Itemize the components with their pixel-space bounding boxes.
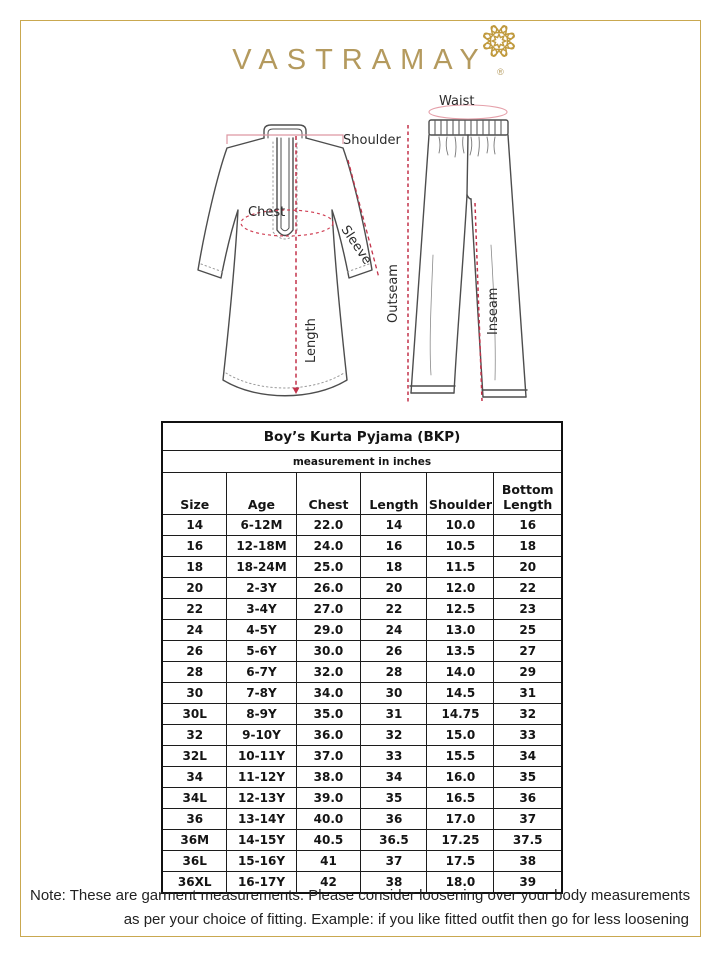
brand-flower-icon	[476, 18, 522, 69]
table-cell: 20	[494, 557, 562, 578]
table-cell: 25.0	[296, 557, 361, 578]
table-cell: 40.5	[296, 830, 361, 851]
registered-trademark-mark: ®	[497, 67, 504, 77]
table-cell: 14	[361, 515, 427, 536]
table-cell: 13.5	[427, 641, 494, 662]
table-cell: 34L	[162, 788, 227, 809]
table-cell: 26.0	[296, 578, 361, 599]
note-line-2: as per your choice of fitting. Example: if you like fitted outfit then go for less loosening	[123, 911, 689, 928]
table-cell: 40.0	[296, 809, 361, 830]
size-chart-table	[161, 421, 563, 894]
table-header-row	[162, 473, 562, 515]
table-cell: 37	[494, 809, 562, 830]
table-row	[162, 620, 562, 641]
table-cell: 9-10Y	[227, 725, 296, 746]
table-cell: 15-16Y	[227, 851, 296, 872]
table-row	[162, 578, 562, 599]
table-cell: 30L	[162, 704, 227, 725]
table-subtitle-row	[162, 451, 562, 473]
column-header-chest: Chest	[296, 473, 361, 515]
table-cell: 12-13Y	[227, 788, 296, 809]
table-cell: 5-6Y	[227, 641, 296, 662]
table-cell: 28	[162, 662, 227, 683]
table-cell: 2-3Y	[227, 578, 296, 599]
table-cell: 14	[162, 515, 227, 536]
table-cell: 26	[361, 641, 427, 662]
measurement-note	[30, 884, 689, 932]
table-cell: 16.5	[427, 788, 494, 809]
table-cell: 37.5	[494, 830, 562, 851]
table-cell: 11.5	[427, 557, 494, 578]
table-row	[162, 851, 562, 872]
table-cell: 10.0	[427, 515, 494, 536]
table-cell: 39.0	[296, 788, 361, 809]
table-cell: 35	[494, 767, 562, 788]
table-cell: 12.0	[427, 578, 494, 599]
column-header-length: Length	[361, 473, 427, 515]
table-cell: 35.0	[296, 704, 361, 725]
table-cell: 14.0	[427, 662, 494, 683]
table-cell: 30.0	[296, 641, 361, 662]
table-row	[162, 830, 562, 851]
table-cell: 22	[494, 578, 562, 599]
table-cell: 24.0	[296, 536, 361, 557]
table-cell: 27.0	[296, 599, 361, 620]
table-cell: 36.5	[361, 830, 427, 851]
chest-label: Chest	[248, 205, 286, 220]
table-cell: 14.75	[427, 704, 494, 725]
table-cell: 29	[494, 662, 562, 683]
table-cell: 7-8Y	[227, 683, 296, 704]
table-cell: 15.5	[427, 746, 494, 767]
table-cell: 22	[361, 599, 427, 620]
table-cell: 31	[494, 683, 562, 704]
inseam-label: Inseam	[486, 287, 501, 335]
column-header-size: Size	[162, 473, 227, 515]
table-cell: 13-14Y	[227, 809, 296, 830]
table-cell: 34	[494, 746, 562, 767]
table-cell: 36M	[162, 830, 227, 851]
table-row	[162, 641, 562, 662]
table-cell: 30	[162, 683, 227, 704]
table-cell: 42	[296, 872, 361, 894]
table-cell: 28	[361, 662, 427, 683]
table-cell: 34.0	[296, 683, 361, 704]
measurement-diagrams	[20, 95, 700, 423]
table-cell: 22.0	[296, 515, 361, 536]
table-cell: 12.5	[427, 599, 494, 620]
table-cell: 18	[494, 536, 562, 557]
table-subtitle: measurement in inches	[162, 451, 562, 473]
table-title-row	[162, 422, 562, 451]
table-cell: 14.5	[427, 683, 494, 704]
brand-name: VASTRAMAY	[232, 44, 488, 76]
sleeve-label: Sleeve	[337, 223, 375, 268]
column-header-bottom-length: Bottom Length	[494, 473, 562, 515]
table-cell: 14-15Y	[227, 830, 296, 851]
table-cell: 32	[162, 725, 227, 746]
kurta-diagram	[165, 120, 405, 420]
table-cell: 22	[162, 599, 227, 620]
table-cell: 27	[494, 641, 562, 662]
table-cell: 25	[494, 620, 562, 641]
note-line-1: Note: These are garment measurements. Please consider loosening over your body measurements	[30, 887, 691, 904]
table-row	[162, 767, 562, 788]
table-cell: 38	[494, 851, 562, 872]
table-cell: 6-12M	[227, 515, 296, 536]
table-row	[162, 536, 562, 557]
table-cell: 12-18M	[227, 536, 296, 557]
table-row	[162, 788, 562, 809]
table-cell: 11-12Y	[227, 767, 296, 788]
table-cell: 16	[162, 536, 227, 557]
table-cell: 18-24M	[227, 557, 296, 578]
table-cell: 13.0	[427, 620, 494, 641]
column-header-shoulder: Shoulder	[427, 473, 494, 515]
table-cell: 39	[494, 872, 562, 894]
table-cell: 38	[361, 872, 427, 894]
table-cell: 31	[361, 704, 427, 725]
table-cell: 17.25	[427, 830, 494, 851]
table-cell: 37	[361, 851, 427, 872]
length-label: Length	[304, 318, 319, 363]
table-cell: 41	[296, 851, 361, 872]
waist-label: Waist	[439, 94, 475, 109]
table-cell: 33	[494, 725, 562, 746]
table-cell: 16-17Y	[227, 872, 296, 894]
table-cell: 29.0	[296, 620, 361, 641]
table-cell: 36	[162, 809, 227, 830]
table-cell: 16	[494, 515, 562, 536]
table-cell: 36L	[162, 851, 227, 872]
table-cell: 3-4Y	[227, 599, 296, 620]
table-cell: 10-11Y	[227, 746, 296, 767]
table-cell: 6-7Y	[227, 662, 296, 683]
table-cell: 16.0	[427, 767, 494, 788]
table-row	[162, 662, 562, 683]
table-cell: 32	[494, 704, 562, 725]
table-cell: 32.0	[296, 662, 361, 683]
shoulder-label: Shoulder	[343, 133, 401, 148]
table-cell: 17.0	[427, 809, 494, 830]
table-cell: 26	[162, 641, 227, 662]
table-title: Boy’s Kurta Pyjama (BKP)	[162, 422, 562, 451]
table-cell: 36	[361, 809, 427, 830]
table-cell: 17.5	[427, 851, 494, 872]
table-cell: 20	[361, 578, 427, 599]
table-cell: 34	[361, 767, 427, 788]
column-header-age: Age	[227, 473, 296, 515]
table-cell: 34	[162, 767, 227, 788]
table-row	[162, 557, 562, 578]
table-cell: 37.0	[296, 746, 361, 767]
outseam-label: Outseam	[386, 264, 401, 323]
table-cell: 18.0	[427, 872, 494, 894]
table-cell: 36XL	[162, 872, 227, 894]
table-row	[162, 704, 562, 725]
table-cell: 35	[361, 788, 427, 809]
table-cell: 36	[494, 788, 562, 809]
table-cell: 24	[162, 620, 227, 641]
table-cell: 15.0	[427, 725, 494, 746]
table-cell: 24	[361, 620, 427, 641]
table-cell: 33	[361, 746, 427, 767]
table-cell: 18	[162, 557, 227, 578]
length-arrow-icon	[293, 388, 300, 395]
pyjama-diagram	[395, 95, 595, 415]
table-cell: 36.0	[296, 725, 361, 746]
brand-logo	[0, 44, 720, 77]
table-row	[162, 599, 562, 620]
table-row	[162, 515, 562, 536]
table-cell: 38.0	[296, 767, 361, 788]
table-cell: 23	[494, 599, 562, 620]
table-cell: 32	[361, 725, 427, 746]
table-row	[162, 683, 562, 704]
table-cell: 32L	[162, 746, 227, 767]
table-cell: 4-5Y	[227, 620, 296, 641]
size-table-body	[162, 515, 562, 894]
table-cell: 18	[361, 557, 427, 578]
table-row	[162, 725, 562, 746]
table-cell: 20	[162, 578, 227, 599]
table-cell: 10.5	[427, 536, 494, 557]
table-cell: 8-9Y	[227, 704, 296, 725]
table-row	[162, 809, 562, 830]
table-cell: 30	[361, 683, 427, 704]
table-cell: 16	[361, 536, 427, 557]
table-row	[162, 746, 562, 767]
